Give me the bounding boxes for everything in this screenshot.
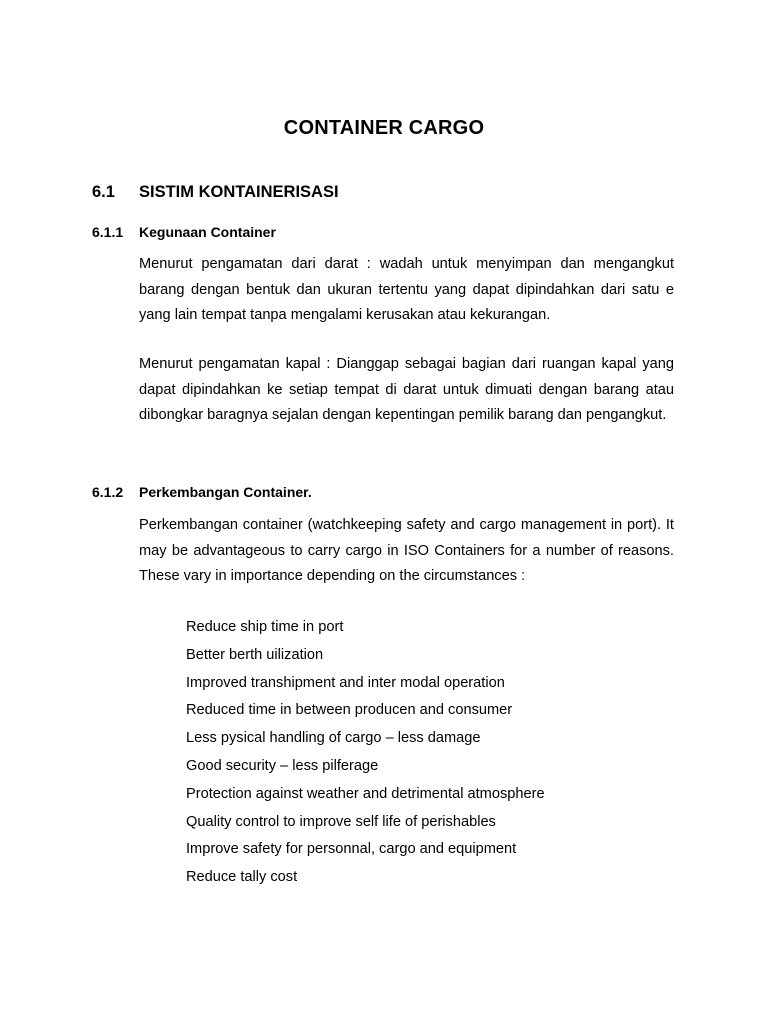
list-item: Improved transhipment and inter modal operation xyxy=(186,674,505,691)
subsection-heading-6-1-2 xyxy=(92,484,312,500)
list-item: Improve safety for personnal, cargo and equipment xyxy=(186,841,517,858)
list-item: Less pysical handling of cargo – less damage xyxy=(186,730,481,747)
section-title: SISTIM KONTAINERISASI xyxy=(139,183,339,201)
page-title: CONTAINER CARGO xyxy=(283,117,485,139)
list-item: Good security – less pilferage xyxy=(186,757,379,774)
reasons-list xyxy=(186,615,545,893)
list-item: Reduce ship time in port xyxy=(186,619,344,635)
subsection-title: Perkembangan Container. xyxy=(139,484,312,500)
list-item: Reduced time in between producen and consumer xyxy=(186,702,513,719)
list-item: Reduce tally cost xyxy=(186,869,298,886)
subsection-heading-6-1-1 xyxy=(92,224,276,240)
list-item: Protection against weather and detrimental atmosphere xyxy=(186,785,545,802)
section-heading xyxy=(92,183,339,202)
subsection-number: 6.1.1 xyxy=(92,224,124,240)
paragraph: Menurut pengamatan kapal : Dianggap sebagai bagian dari ruangan kapal yang dapat dipindahkan ke setiap tempat di darat untuk dimuati dengan barang atau dibongkar baragnya sejalan dengan kepentingan pemilik barang dan pengangkut. xyxy=(139,356,674,423)
list-item: Better berth uilization xyxy=(186,646,324,663)
paragraph: Menurut pengamatan dari darat : wadah untuk menyimpan dan mengangkut barang dengan bentuk dan ukuran tertentu yang dapat dipindahkan dari satu e yang lain tempat tanpa mengalami kerusakan atau kekurangan. xyxy=(139,256,674,323)
paragraph: Perkembangan container (watchkeeping safety and cargo management in port). It may be advantageous to carry cargo in ISO Containers for a number of reasons. These vary in importance depending on the circumstances : xyxy=(139,517,674,584)
subsection-number: 6.1.2 xyxy=(92,484,124,500)
list-item: Quality control to improve self life of perishables xyxy=(186,813,496,830)
subsection-title: Kegunaan Container xyxy=(139,224,276,240)
section-number: 6.1 xyxy=(92,183,115,201)
